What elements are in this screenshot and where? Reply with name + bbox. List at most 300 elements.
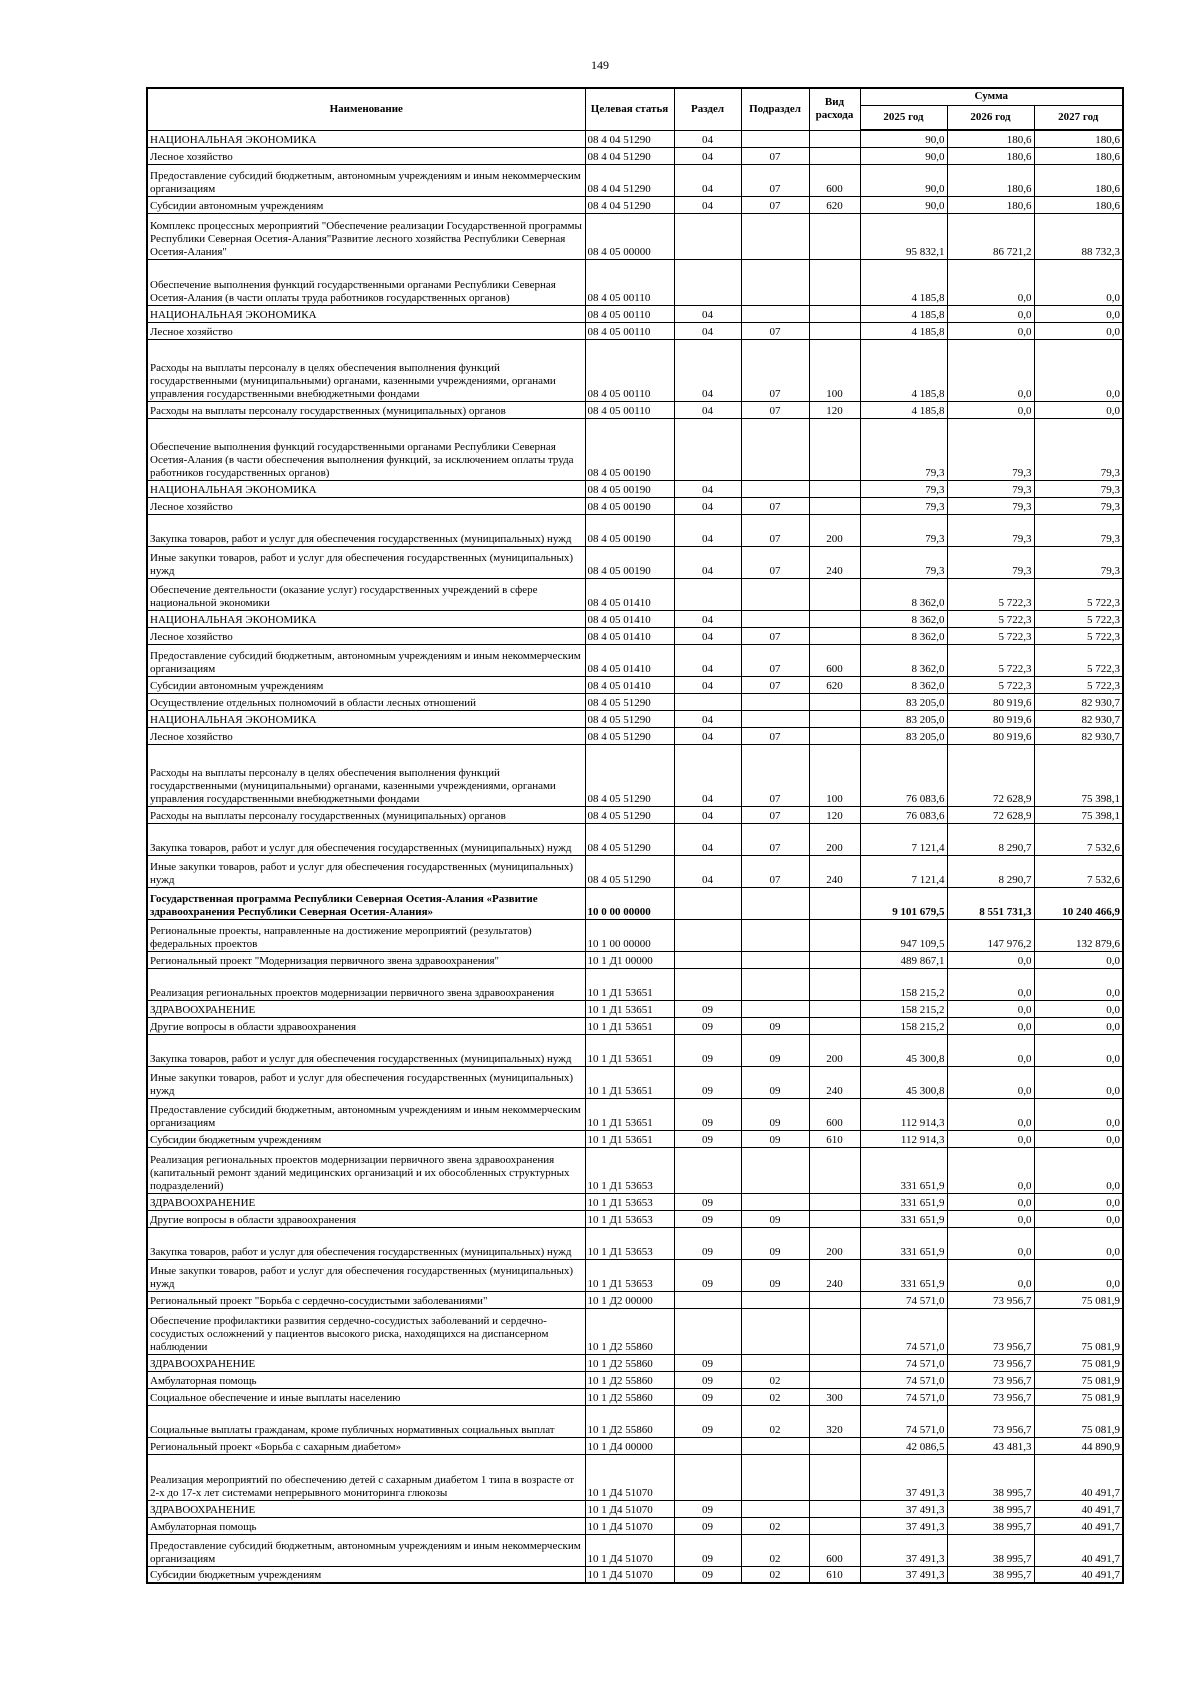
cell-target-code: 08 4 05 51290 — [585, 855, 674, 887]
cell-sum-2026: 0,0 — [947, 1098, 1034, 1130]
cell-name: Иные закупки товаров, работ и услуг для обеспечения государственных (муниципальных) нужд — [147, 1259, 585, 1291]
cell-sum-2027: 75 398,1 — [1034, 806, 1123, 823]
cell-name: Социальное обеспечение и иные выплаты населению — [147, 1388, 585, 1405]
cell-sum-2027: 79,3 — [1034, 514, 1123, 546]
cell-subsection: 07 — [741, 855, 809, 887]
table-row — [147, 1566, 1123, 1583]
cell-sum-2027: 0,0 — [1034, 1130, 1123, 1147]
cell-section — [674, 213, 741, 259]
cell-name: Лесное хозяйство — [147, 322, 585, 339]
cell-sum-2025: 158 215,2 — [860, 1000, 947, 1017]
cell-sum-2027: 82 930,7 — [1034, 710, 1123, 727]
cell-sum-2027: 5 722,3 — [1034, 627, 1123, 644]
cell-expense-type: 320 — [809, 1405, 860, 1437]
cell-expense-type: 600 — [809, 644, 860, 676]
header-name: Наименование — [147, 88, 585, 130]
cell-subsection: 02 — [741, 1517, 809, 1534]
cell-name: Другие вопросы в области здравоохранения — [147, 1017, 585, 1034]
cell-sum-2026: 79,3 — [947, 497, 1034, 514]
cell-subsection: 09 — [741, 1066, 809, 1098]
cell-sum-2026: 0,0 — [947, 1210, 1034, 1227]
cell-target-code: 08 4 05 00110 — [585, 339, 674, 401]
cell-expense-type — [809, 1437, 860, 1454]
cell-sum-2027: 75 081,9 — [1034, 1308, 1123, 1354]
cell-section: 09 — [674, 1193, 741, 1210]
cell-sum-2027: 0,0 — [1034, 1066, 1123, 1098]
cell-sum-2025: 4 185,8 — [860, 322, 947, 339]
cell-expense-type — [809, 887, 860, 919]
cell-sum-2027: 0,0 — [1034, 1227, 1123, 1259]
cell-section — [674, 919, 741, 951]
cell-target-code: 08 4 05 00110 — [585, 401, 674, 418]
cell-expense-type: 300 — [809, 1388, 860, 1405]
cell-sum-2025: 83 205,0 — [860, 727, 947, 744]
cell-name: Лесное хозяйство — [147, 627, 585, 644]
cell-subsection — [741, 213, 809, 259]
cell-expense-type — [809, 1517, 860, 1534]
cell-expense-type: 600 — [809, 164, 860, 196]
cell-sum-2027: 0,0 — [1034, 401, 1123, 418]
cell-sum-2025: 79,3 — [860, 480, 947, 497]
cell-name: Субсидии автономным учреждениям — [147, 676, 585, 693]
table-row — [147, 710, 1123, 727]
cell-section: 09 — [674, 1130, 741, 1147]
table-row — [147, 1517, 1123, 1534]
cell-section: 09 — [674, 1017, 741, 1034]
cell-section: 09 — [674, 1210, 741, 1227]
cell-name: Субсидии автономным учреждениям — [147, 196, 585, 213]
cell-sum-2026: 80 919,6 — [947, 693, 1034, 710]
cell-name: Региональный проект «Борьба с сахарным диабетом» — [147, 1437, 585, 1454]
cell-subsection — [741, 887, 809, 919]
cell-sum-2027: 180,6 — [1034, 147, 1123, 164]
cell-subsection — [741, 610, 809, 627]
cell-subsection: 07 — [741, 497, 809, 514]
cell-subsection: 07 — [741, 401, 809, 418]
table-row — [147, 514, 1123, 546]
cell-name: Лесное хозяйство — [147, 727, 585, 744]
cell-sum-2025: 74 571,0 — [860, 1405, 947, 1437]
table-row — [147, 1291, 1123, 1308]
table-row — [147, 1130, 1123, 1147]
table-row — [147, 1308, 1123, 1354]
table-row — [147, 644, 1123, 676]
cell-target-code: 08 4 04 51290 — [585, 130, 674, 147]
cell-expense-type — [809, 130, 860, 147]
cell-sum-2027: 5 722,3 — [1034, 578, 1123, 610]
cell-sum-2026: 73 956,7 — [947, 1354, 1034, 1371]
cell-name: Обеспечение выполнения функций государственными органами Республики Северная Осетия-Алания (в части обеспечения выполнения функций, за исключением оплаты труда работников государственных органов) — [147, 418, 585, 480]
cell-sum-2027: 75 081,9 — [1034, 1388, 1123, 1405]
table-row — [147, 1354, 1123, 1371]
cell-sum-2026: 0,0 — [947, 322, 1034, 339]
cell-sum-2027: 82 930,7 — [1034, 727, 1123, 744]
cell-name: Лесное хозяйство — [147, 147, 585, 164]
cell-name: Субсидии бюджетным учреждениям — [147, 1130, 585, 1147]
table-row — [147, 1193, 1123, 1210]
cell-subsection: 07 — [741, 196, 809, 213]
cell-subsection — [741, 1354, 809, 1371]
cell-sum-2026: 5 722,3 — [947, 578, 1034, 610]
cell-expense-type — [809, 610, 860, 627]
cell-section — [674, 693, 741, 710]
table-row — [147, 1000, 1123, 1017]
cell-sum-2026: 0,0 — [947, 259, 1034, 305]
cell-section — [674, 259, 741, 305]
cell-section: 04 — [674, 610, 741, 627]
cell-expense-type — [809, 1454, 860, 1500]
cell-subsection — [741, 1291, 809, 1308]
cell-sum-2025: 74 571,0 — [860, 1388, 947, 1405]
cell-section — [674, 951, 741, 968]
cell-target-code: 08 4 05 01410 — [585, 676, 674, 693]
cell-sum-2026: 73 956,7 — [947, 1371, 1034, 1388]
cell-section: 09 — [674, 1566, 741, 1583]
cell-sum-2027: 7 532,6 — [1034, 823, 1123, 855]
cell-sum-2026: 180,6 — [947, 196, 1034, 213]
cell-sum-2025: 4 185,8 — [860, 259, 947, 305]
cell-section: 09 — [674, 1500, 741, 1517]
cell-name: Закупка товаров, работ и услуг для обеспечения государственных (муниципальных) нужд — [147, 1227, 585, 1259]
cell-sum-2027: 7 532,6 — [1034, 855, 1123, 887]
cell-target-code: 10 0 00 00000 — [585, 887, 674, 919]
cell-target-code: 10 1 Д1 53651 — [585, 1034, 674, 1066]
cell-sum-2025: 79,3 — [860, 497, 947, 514]
cell-section: 09 — [674, 1259, 741, 1291]
cell-sum-2026: 0,0 — [947, 1130, 1034, 1147]
cell-subsection — [741, 693, 809, 710]
cell-sum-2027: 79,3 — [1034, 418, 1123, 480]
cell-sum-2026: 80 919,6 — [947, 727, 1034, 744]
cell-target-code: 10 1 Д2 55860 — [585, 1405, 674, 1437]
cell-sum-2027: 79,3 — [1034, 480, 1123, 497]
cell-expense-type — [809, 951, 860, 968]
cell-sum-2027: 0,0 — [1034, 259, 1123, 305]
cell-target-code: 08 4 05 01410 — [585, 627, 674, 644]
cell-target-code: 08 4 05 01410 — [585, 578, 674, 610]
cell-name: Комплекс процессных мероприятий "Обеспечение реализации Государственной программы Республики Северная Осетия-Алания"Развитие лесного хозяйства Республики Северная Осетия-Алания" — [147, 213, 585, 259]
cell-name: Реализация региональных проектов модернизации первичного звена здравоохранения (капитальный ремонт зданий медицинских организаций и их обособленных структурных подразделений) — [147, 1147, 585, 1193]
cell-subsection: 07 — [741, 644, 809, 676]
cell-name: Закупка товаров, работ и услуг для обеспечения государственных (муниципальных) нужд — [147, 823, 585, 855]
cell-sum-2026: 180,6 — [947, 164, 1034, 196]
cell-sum-2026: 0,0 — [947, 1227, 1034, 1259]
cell-section: 09 — [674, 1405, 741, 1437]
cell-name: Иные закупки товаров, работ и услуг для обеспечения государственных (муниципальных) нужд — [147, 546, 585, 578]
table-row — [147, 855, 1123, 887]
cell-section: 04 — [674, 401, 741, 418]
cell-expense-type — [809, 259, 860, 305]
cell-sum-2025: 79,3 — [860, 514, 947, 546]
cell-name: ЗДРАВООХРАНЕНИЕ — [147, 1000, 585, 1017]
table-row — [147, 418, 1123, 480]
cell-expense-type — [809, 1017, 860, 1034]
cell-section: 09 — [674, 1000, 741, 1017]
cell-subsection: 07 — [741, 806, 809, 823]
cell-subsection: 07 — [741, 339, 809, 401]
cell-subsection — [741, 1500, 809, 1517]
cell-expense-type — [809, 919, 860, 951]
cell-sum-2025: 158 215,2 — [860, 1017, 947, 1034]
cell-sum-2026: 5 722,3 — [947, 676, 1034, 693]
cell-sum-2025: 74 571,0 — [860, 1308, 947, 1354]
cell-target-code: 10 1 Д1 53651 — [585, 1066, 674, 1098]
cell-sum-2025: 37 491,3 — [860, 1517, 947, 1534]
cell-target-code: 08 4 05 00190 — [585, 418, 674, 480]
cell-sum-2027: 0,0 — [1034, 1147, 1123, 1193]
cell-target-code: 08 4 05 00110 — [585, 322, 674, 339]
cell-section: 04 — [674, 806, 741, 823]
page-number: 149 — [591, 58, 609, 72]
cell-sum-2026: 38 995,7 — [947, 1566, 1034, 1583]
cell-section: 04 — [674, 627, 741, 644]
cell-name: Осуществление отдельных полномочий в области лесных отношений — [147, 693, 585, 710]
budget-table — [146, 87, 1124, 1584]
cell-expense-type: 200 — [809, 514, 860, 546]
cell-sum-2025: 37 491,3 — [860, 1534, 947, 1566]
cell-sum-2027: 40 491,7 — [1034, 1517, 1123, 1534]
cell-expense-type — [809, 305, 860, 322]
cell-section — [674, 1454, 741, 1500]
cell-sum-2026: 80 919,6 — [947, 710, 1034, 727]
cell-subsection — [741, 305, 809, 322]
cell-sum-2025: 9 101 679,5 — [860, 887, 947, 919]
cell-sum-2027: 40 491,7 — [1034, 1534, 1123, 1566]
cell-target-code: 10 1 Д2 55860 — [585, 1388, 674, 1405]
cell-sum-2027: 40 491,7 — [1034, 1500, 1123, 1517]
cell-name: Предоставление субсидий бюджетным, автономным учреждениям и иным некоммерческим организациям — [147, 164, 585, 196]
cell-target-code: 10 1 Д4 51070 — [585, 1454, 674, 1500]
cell-subsection — [741, 1193, 809, 1210]
cell-sum-2026: 73 956,7 — [947, 1405, 1034, 1437]
cell-sum-2025: 76 083,6 — [860, 806, 947, 823]
cell-subsection — [741, 710, 809, 727]
cell-target-code: 08 4 04 51290 — [585, 196, 674, 213]
cell-name: Предоставление субсидий бюджетным, автономным учреждениям и иным некоммерческим организациям — [147, 1534, 585, 1566]
cell-section: 04 — [674, 644, 741, 676]
cell-target-code: 10 1 Д1 53653 — [585, 1227, 674, 1259]
cell-section — [674, 1437, 741, 1454]
cell-subsection: 09 — [741, 1017, 809, 1034]
cell-sum-2025: 76 083,6 — [860, 744, 947, 806]
cell-target-code: 10 1 Д4 51070 — [585, 1500, 674, 1517]
cell-sum-2026: 38 995,7 — [947, 1454, 1034, 1500]
cell-sum-2027: 0,0 — [1034, 1098, 1123, 1130]
cell-section — [674, 578, 741, 610]
cell-expense-type — [809, 1193, 860, 1210]
cell-sum-2025: 74 571,0 — [860, 1291, 947, 1308]
cell-target-code: 10 1 Д1 00000 — [585, 951, 674, 968]
cell-expense-type: 610 — [809, 1566, 860, 1583]
table-row — [147, 627, 1123, 644]
cell-subsection — [741, 951, 809, 968]
cell-section — [674, 968, 741, 1000]
cell-sum-2027: 0,0 — [1034, 1017, 1123, 1034]
table-row — [147, 610, 1123, 627]
cell-sum-2026: 0,0 — [947, 1147, 1034, 1193]
table-row — [147, 887, 1123, 919]
table-row — [147, 1017, 1123, 1034]
cell-section: 04 — [674, 130, 741, 147]
cell-sum-2027: 75 081,9 — [1034, 1371, 1123, 1388]
cell-expense-type: 610 — [809, 1130, 860, 1147]
cell-expense-type: 240 — [809, 1259, 860, 1291]
table-row — [147, 1405, 1123, 1437]
cell-subsection: 09 — [741, 1259, 809, 1291]
header-expense-type: Вид расхода — [809, 88, 860, 130]
cell-sum-2027: 75 081,9 — [1034, 1291, 1123, 1308]
cell-sum-2026: 180,6 — [947, 130, 1034, 147]
cell-sum-2025: 158 215,2 — [860, 968, 947, 1000]
cell-sum-2026: 180,6 — [947, 147, 1034, 164]
table-row — [147, 322, 1123, 339]
cell-sum-2025: 37 491,3 — [860, 1454, 947, 1500]
cell-sum-2026: 5 722,3 — [947, 644, 1034, 676]
cell-sum-2025: 4 185,8 — [860, 305, 947, 322]
cell-name: Расходы на выплаты персоналу государственных (муниципальных) органов — [147, 806, 585, 823]
cell-sum-2026: 73 956,7 — [947, 1291, 1034, 1308]
cell-sum-2026: 0,0 — [947, 1066, 1034, 1098]
cell-expense-type: 240 — [809, 1066, 860, 1098]
table-row — [147, 951, 1123, 968]
cell-sum-2026: 0,0 — [947, 951, 1034, 968]
table-row — [147, 339, 1123, 401]
cell-section — [674, 887, 741, 919]
cell-expense-type: 620 — [809, 196, 860, 213]
cell-expense-type: 200 — [809, 1034, 860, 1066]
cell-sum-2025: 37 491,3 — [860, 1566, 947, 1583]
cell-expense-type: 100 — [809, 744, 860, 806]
cell-section: 04 — [674, 514, 741, 546]
cell-sum-2025: 45 300,8 — [860, 1034, 947, 1066]
cell-expense-type — [809, 147, 860, 164]
cell-target-code: 08 4 05 00110 — [585, 305, 674, 322]
cell-sum-2027: 0,0 — [1034, 322, 1123, 339]
cell-sum-2026: 73 956,7 — [947, 1308, 1034, 1354]
cell-section: 04 — [674, 855, 741, 887]
cell-target-code: 08 4 05 00190 — [585, 546, 674, 578]
table-row — [147, 259, 1123, 305]
cell-sum-2026: 72 628,9 — [947, 806, 1034, 823]
cell-sum-2025: 4 185,8 — [860, 401, 947, 418]
cell-name: Иные закупки товаров, работ и услуг для обеспечения государственных (муниципальных) нужд — [147, 1066, 585, 1098]
cell-sum-2025: 7 121,4 — [860, 855, 947, 887]
cell-expense-type — [809, 727, 860, 744]
cell-sum-2025: 8 362,0 — [860, 578, 947, 610]
cell-subsection: 02 — [741, 1388, 809, 1405]
header-2025: 2025 год — [860, 105, 947, 130]
cell-expense-type: 100 — [809, 339, 860, 401]
cell-sum-2025: 74 571,0 — [860, 1354, 947, 1371]
cell-name: Закупка товаров, работ и услуг для обеспечения государственных (муниципальных) нужд — [147, 514, 585, 546]
cell-target-code: 08 4 05 51290 — [585, 823, 674, 855]
cell-sum-2025: 90,0 — [860, 196, 947, 213]
cell-sum-2027: 0,0 — [1034, 305, 1123, 322]
cell-subsection: 02 — [741, 1405, 809, 1437]
cell-expense-type — [809, 968, 860, 1000]
cell-expense-type — [809, 480, 860, 497]
cell-sum-2025: 489 867,1 — [860, 951, 947, 968]
cell-target-code: 10 1 Д1 53651 — [585, 1017, 674, 1034]
cell-subsection: 07 — [741, 823, 809, 855]
cell-sum-2026: 5 722,3 — [947, 627, 1034, 644]
cell-subsection: 07 — [741, 727, 809, 744]
cell-sum-2026: 0,0 — [947, 305, 1034, 322]
cell-sum-2027: 0,0 — [1034, 1259, 1123, 1291]
cell-name: Обеспечение выполнения функций государственными органами Республики Северная Осетия-Алания (в части оплаты труда работников государственных органов) — [147, 259, 585, 305]
cell-expense-type: 200 — [809, 1227, 860, 1259]
table-row — [147, 1500, 1123, 1517]
cell-expense-type — [809, 1147, 860, 1193]
cell-target-code: 10 1 Д4 00000 — [585, 1437, 674, 1454]
cell-sum-2026: 43 481,3 — [947, 1437, 1034, 1454]
cell-subsection — [741, 1437, 809, 1454]
cell-section: 04 — [674, 744, 741, 806]
cell-sum-2025: 90,0 — [860, 164, 947, 196]
cell-sum-2025: 83 205,0 — [860, 710, 947, 727]
cell-target-code: 08 4 05 00190 — [585, 480, 674, 497]
table-row — [147, 1147, 1123, 1193]
cell-sum-2025: 79,3 — [860, 418, 947, 480]
cell-sum-2027: 10 240 466,9 — [1034, 887, 1123, 919]
table-row — [147, 1034, 1123, 1066]
cell-name: Реализация мероприятий по обеспечению детей с сахарным диабетом 1 типа в возрасте от 2-х до 17-х лет системами непрерывного мониторинга глюкозы — [147, 1454, 585, 1500]
cell-name: Субсидии бюджетным учреждениям — [147, 1566, 585, 1583]
cell-sum-2027: 0,0 — [1034, 1193, 1123, 1210]
table-row — [147, 1066, 1123, 1098]
cell-name: Амбулаторная помощь — [147, 1517, 585, 1534]
cell-sum-2026: 79,3 — [947, 480, 1034, 497]
cell-sum-2026: 5 722,3 — [947, 610, 1034, 627]
cell-section: 09 — [674, 1371, 741, 1388]
cell-subsection: 09 — [741, 1034, 809, 1066]
cell-sum-2026: 38 995,7 — [947, 1500, 1034, 1517]
cell-expense-type: 240 — [809, 546, 860, 578]
cell-subsection: 09 — [741, 1210, 809, 1227]
cell-name: НАЦИОНАЛЬНАЯ ЭКОНОМИКА — [147, 610, 585, 627]
cell-subsection: 07 — [741, 676, 809, 693]
cell-sum-2026: 147 976,2 — [947, 919, 1034, 951]
cell-subsection: 07 — [741, 322, 809, 339]
cell-section — [674, 418, 741, 480]
cell-section: 04 — [674, 147, 741, 164]
cell-sum-2026: 0,0 — [947, 1000, 1034, 1017]
cell-section — [674, 1308, 741, 1354]
table-row — [147, 546, 1123, 578]
cell-sum-2025: 8 362,0 — [860, 644, 947, 676]
cell-section: 04 — [674, 305, 741, 322]
cell-section: 04 — [674, 480, 741, 497]
cell-name: Расходы на выплаты персоналу государственных (муниципальных) органов — [147, 401, 585, 418]
cell-sum-2025: 331 651,9 — [860, 1193, 947, 1210]
cell-target-code: 08 4 05 01410 — [585, 644, 674, 676]
table-header — [147, 88, 1123, 130]
cell-sum-2025: 7 121,4 — [860, 823, 947, 855]
cell-sum-2025: 79,3 — [860, 546, 947, 578]
cell-sum-2027: 40 491,7 — [1034, 1566, 1123, 1583]
cell-target-code: 10 1 Д2 55860 — [585, 1308, 674, 1354]
cell-target-code: 08 4 05 00000 — [585, 213, 674, 259]
cell-subsection — [741, 968, 809, 1000]
cell-sum-2025: 331 651,9 — [860, 1227, 947, 1259]
table-row — [147, 1227, 1123, 1259]
table-body — [147, 130, 1123, 1583]
cell-sum-2027: 180,6 — [1034, 130, 1123, 147]
cell-sum-2027: 180,6 — [1034, 164, 1123, 196]
cell-sum-2026: 0,0 — [947, 1034, 1034, 1066]
header-section: Раздел — [674, 88, 741, 130]
cell-sum-2026: 38 995,7 — [947, 1517, 1034, 1534]
